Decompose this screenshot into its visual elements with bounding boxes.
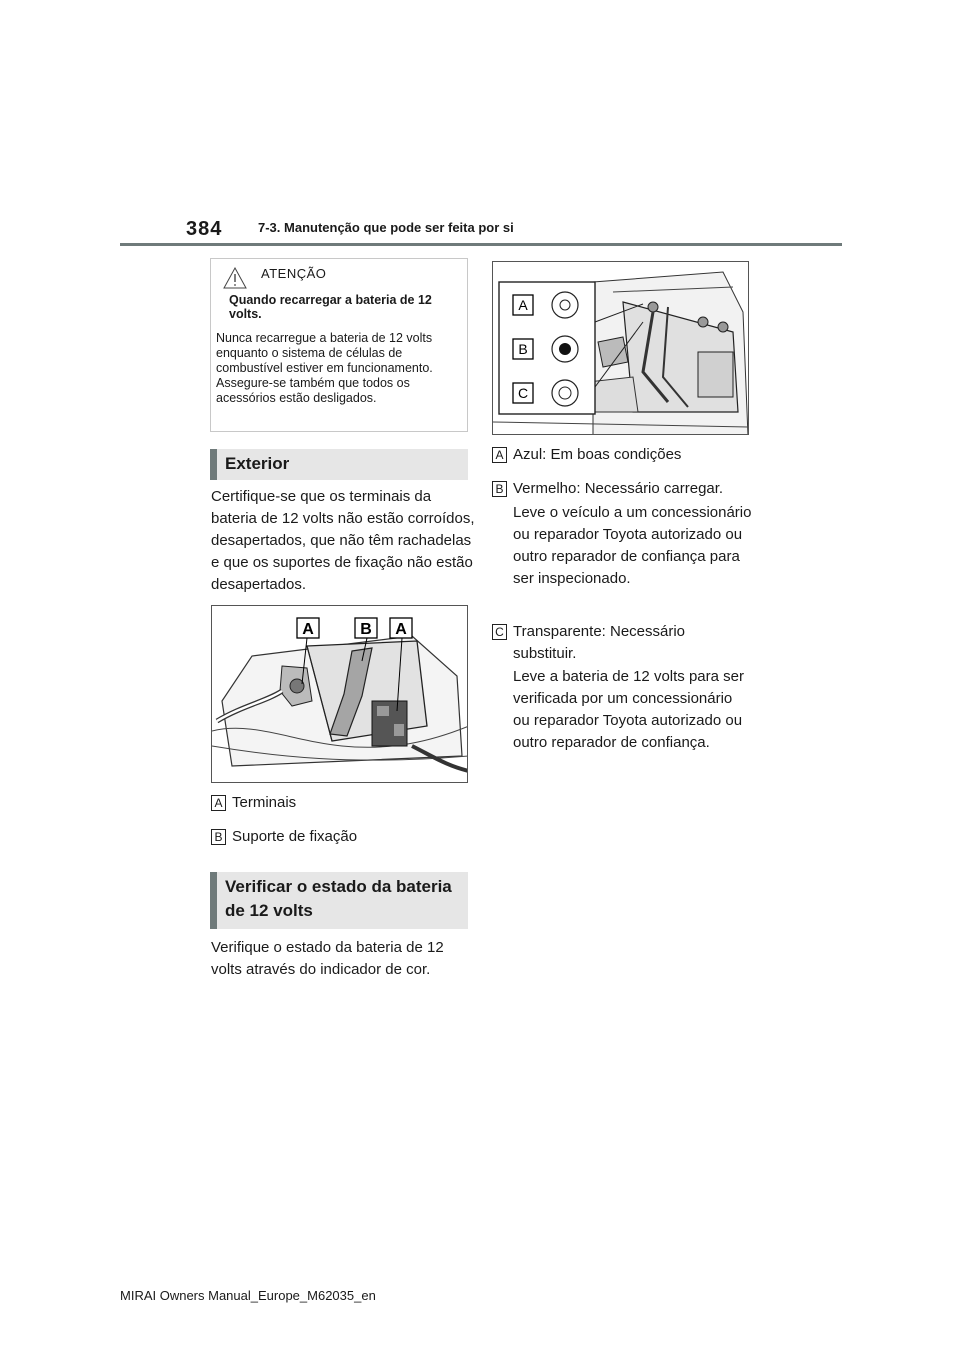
indicator-legend-c-detail: Leve a bateria de 12 volts para ser verificada por um concessionário ou reparador Toyota autorizado ou outro reparador de confiança.: [513, 668, 744, 751]
page-number: 384: [186, 218, 223, 240]
warning-box: [210, 258, 468, 432]
indicator-legend-b: B: [492, 481, 507, 497]
indicator-callout-b-text: B: [518, 341, 528, 357]
check-battery-paragraph: Verifique o estado da bateria de 12 volts através do indicador de cor.: [211, 939, 444, 978]
battery-terminals-illustration: [211, 605, 468, 783]
footer-manual-id: MIRAI Owners Manual_Europe_M62035_en: [120, 1288, 376, 1303]
indicator-legend-b-detail: Leve o veículo a um concessionário ou reparador Toyota autorizado ou outro reparador de confiança para ser inspecionado.: [513, 504, 752, 587]
legend-text-terminals: Terminais: [232, 794, 297, 811]
warning-body: Nunca recarregue a bateria de 12 volts enquanto o sistema de células de combustível estiver em funcionamento. Assegure-se também que todos os acessórios estão desligados.: [216, 331, 433, 405]
check-battery-heading: Verificar o estado da bateria de 12 volts: [210, 872, 468, 929]
exterior-heading: Exterior: [210, 449, 468, 480]
indicator-good-icon: [552, 292, 578, 318]
indicator-replace-icon: [552, 380, 578, 406]
section-title: 7-3. Manutenção que pode ser feita por si: [258, 220, 514, 235]
callout-a-left-text: A: [302, 621, 314, 638]
indicator-legend-a-text: Azul: Em boas condições: [513, 446, 682, 463]
warning-triangle-icon: [223, 267, 247, 289]
legend-text-bracket: Suporte de fixação: [232, 828, 358, 845]
indicator-callout-a-text: A: [518, 297, 528, 313]
legend-letter-a: A: [211, 795, 226, 811]
indicator-legend-c-text: Transparente: Necessário substituir.: [513, 623, 686, 662]
callout-a-right-text: A: [395, 621, 407, 638]
color-indicator-illustration: [492, 261, 749, 435]
indicator-callout-c-text: C: [517, 385, 529, 401]
indicator-charge-icon: [552, 336, 578, 362]
warning-subtitle: Quando recarregar a bateria de 12 volts.: [229, 293, 432, 321]
exterior-paragraph: Certifique-se que os terminais da bateria de 12 volts não estão corroídos, desapertados, que não têm rachadelas e que os suportes de fixação não estão desapertados.: [211, 488, 475, 593]
header-rule: [120, 243, 842, 246]
callout-b-text: B: [360, 621, 372, 638]
indicator-legend-a: A: [492, 447, 507, 463]
indicator-legend-c: C: [492, 624, 507, 640]
warning-title: ATENÇÃO: [261, 266, 327, 281]
indicator-legend-b-text: Vermelho: Necessário carregar.: [513, 480, 724, 497]
legend-letter-b: B: [211, 829, 226, 845]
